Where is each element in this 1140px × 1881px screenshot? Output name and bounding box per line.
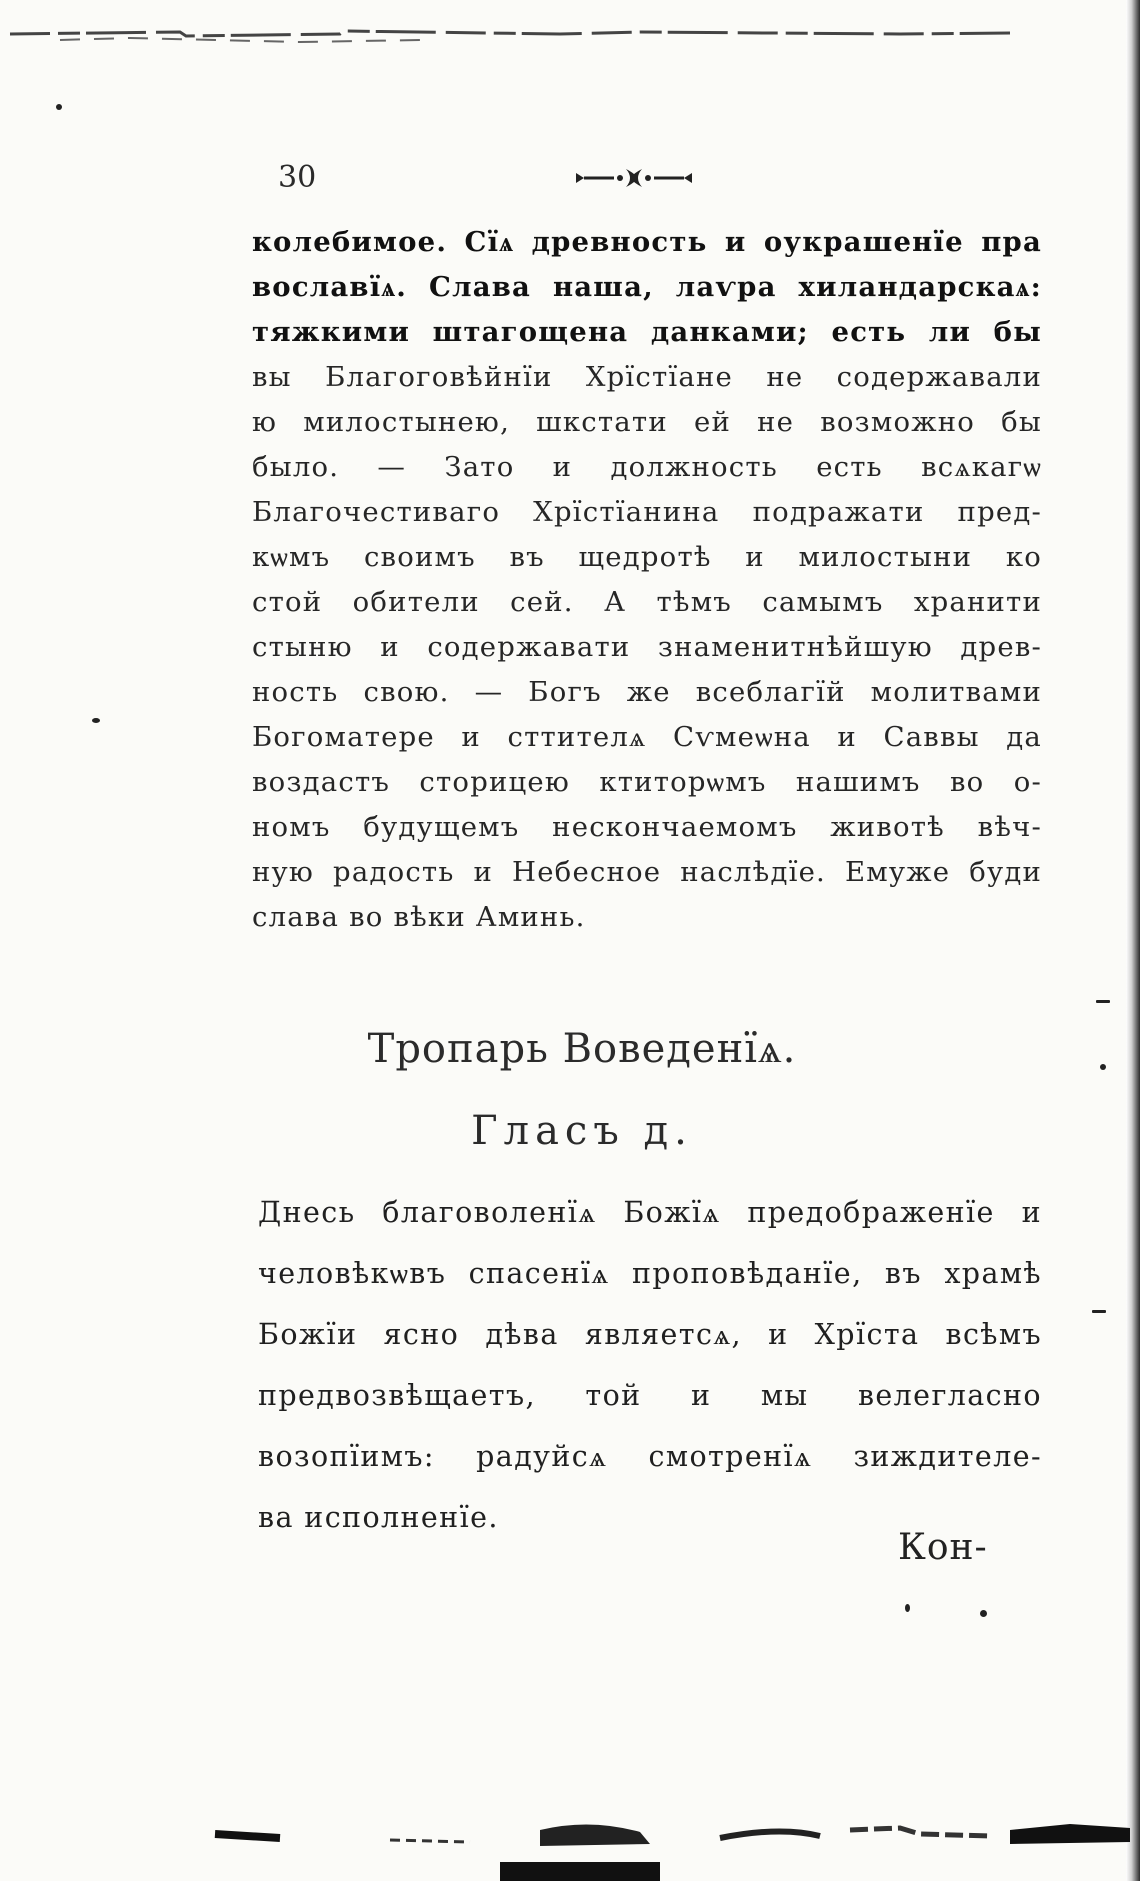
troparion-line: Днесь благоволенїѧ Божїѧ предображенїе и	[258, 1196, 1042, 1229]
troparion-line: предвозвѣщаетъ, той и мы велегласно	[258, 1379, 1042, 1412]
body-line: колебимое. Сїѧ древность и оукрашенїе пра	[252, 226, 1042, 258]
troparion-text	[258, 1182, 1042, 1548]
body-line: слава во вѣки Аминь.	[252, 901, 586, 933]
scan-speck	[92, 718, 100, 723]
scan-speck	[1092, 1310, 1106, 1313]
body-line: ность свою. — Богъ же всеблагїй молитвами	[252, 676, 1042, 708]
troparion-line: ва исполненїе.	[258, 1501, 499, 1534]
body-line: вы Благоговѣйнїи Хрїстїане не содержавали	[252, 361, 1042, 393]
body-line: ю милостынею, шкстати ей не возможно бы	[252, 406, 1042, 438]
scan-speck	[56, 104, 62, 110]
scan-right-edge-shadow	[1126, 0, 1140, 1881]
body-line: тяжкими штагощена данками; есть ли бы	[252, 316, 1042, 348]
scan-speck	[905, 1604, 910, 1612]
tone-heading: Гласъ д.	[471, 1108, 693, 1154]
scan-top-edge-artifact	[0, 28, 1140, 50]
troparion-line: Божїи ясно дѣва являетсѧ, и Хрїста всѣмъ	[258, 1318, 1042, 1351]
scan-speck	[980, 1610, 987, 1617]
troparion-line: возопїимъ: радуйсѧ смотренїѧ зиждителе-	[258, 1440, 1042, 1473]
body-line: стой обители сей. А тѣмъ самымъ хранити	[252, 586, 1042, 618]
body-line: кѡмъ своимъ въ щедротѣ и милостыни ко	[252, 541, 1042, 573]
body-line: вославїѧ. Слава наша, лаѵра хиландарскаѧ:	[252, 271, 1042, 303]
body-text	[252, 220, 1042, 940]
scan-bottom-edge-artifact	[0, 1800, 1140, 1881]
body-line: ную радость и Небесное наслѣдїе. Емуже буди	[252, 856, 1042, 888]
body-line: было. — Зато и должность есть всѧкагѡ	[252, 451, 1042, 483]
body-line: стыню и содержавати знаменитнѣйшую древ-	[252, 631, 1042, 663]
troparion-heading: Тропарь Воведенїѧ.	[367, 1026, 797, 1072]
page-number: 30	[278, 160, 317, 195]
fleuron-ornament-icon	[574, 163, 694, 193]
body-line: воздастъ сторицею ктиторѡмъ нашимъ во о-	[252, 766, 1042, 798]
body-line: Благочестиваго Хрїстїанина подражати пред-	[252, 496, 1042, 528]
catchword: Кон-	[898, 1527, 988, 1568]
body-line: Богоматере и сттителѧ Сѵмеѡна и Саввы да	[252, 721, 1042, 753]
body-line: номъ будущемъ нескончаемомъ животѣ вѣч-	[252, 811, 1042, 843]
troparion-line: человѣкѡвъ спасенїѧ проповѣданїе, въ храмѣ	[258, 1257, 1042, 1290]
scan-speck	[1096, 1000, 1110, 1003]
